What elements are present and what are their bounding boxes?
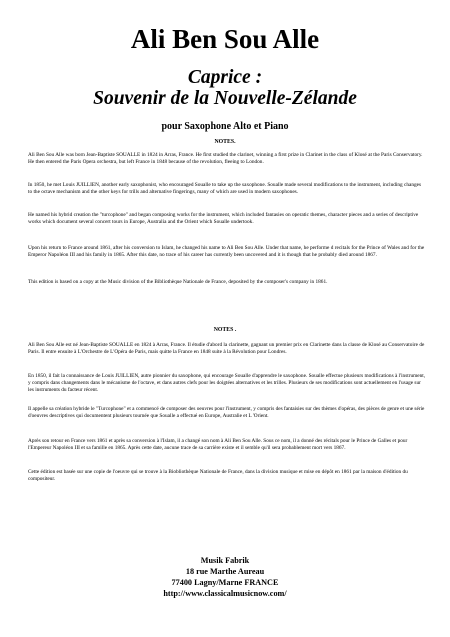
notes-heading-en: NOTES. [214,139,236,145]
notes-heading-fr: NOTES . [213,327,237,333]
notes-fr-paragraph-1: Ali Ben Sou Alle est né Jean-Baptiste SOUALLE en 1824 à Arras, France. Il étudie d'abord la clarinette, gagnant un premier prix en Clarinette dans la classe de Klosé au Conservatoire de Paris. Il entre ensuite à L'Orchestre de L'Opéra de Paris, mais quitte la France en 1848 suite à la Révolution pour Londres. [28,342,425,355]
notes-en-paragraph-1: Ali Ben Sou Alle was born Jean-Baptiste SOUALLE in 1824 in Arras, France. He first studied the clarinet, winning a first prize in Clarinet in the class of Klosé at the Paris Conservatory. He then entered the Paris Opera orchestra, but left France in 1848 because of the revolution, fleeing to London. [28,152,423,165]
notes-fr-paragraph-3: Il appelle sa création hybride le "Turcophone" et a commencé de composer des oeuvres pour l'instrument, y compris des fantaisies sur des thèmes d'opéras, des pièces de genre et une série d'oeuvres descriptives qui documentent plusieurs tournée que Soualle a effectué en Europe, Australie et L 'Orient. [28,406,425,419]
title-line-1: Caprice : [187,67,263,88]
publisher-street: 18 rue Marthe Aureau [185,567,265,576]
notes-en-paragraph-5: This edition is based on a copy at the Music division of the Bibliothèque Nationale de France, deposited by the composer's company in 1861. [28,279,328,285]
notes-en-paragraph-4: Upon his return to France around 1861, after his conversion to Islam, he changed his name to Ali Ben Sou Alle. Under that name, he performe d recitals for the Prince of Wales and for the Emperor Napoléon III and his family in 1865. After this date, no trace of his career has currently been uncovered and it is though that he probably died around 1867. [28,245,425,258]
publisher-name: Musik Fabrik [200,556,250,565]
notes-fr-paragraph-5: Cette édition est basée sur une copie de l'oeuvre qui se trouve à la Biobliothèque Nationale de France, dans la division musique et mise en dépôt en 1861 par la maison d'édition du compositeur. [28,469,408,482]
publisher-website[interactable]: http://www.classicalmusicnow.com/ [163,589,287,598]
composer-name: Ali Ben Sou Alle [130,24,320,54]
instrumentation: pour Saxophone Alto et Piano [161,121,289,132]
notes-en-paragraph-2: In 1850, he met Louis JUILLIEN, another early saxophonist, who encouraged Soualle to take up the saxophone. Soualle made several modifications to the instrument, including changes to the octave mechanism and the other keys for trills and alternative fingerings, many of which are used in modern saxophones. [28,182,422,195]
notes-fr-paragraph-2: En 1850, il fait la connaissance de Louis JUILLIEN, autre pionnier du saxophone, qui encourage Soualle d'apprendre le saxophone. Soualle effectue plusieurs modifications à l'instrument, y compris dans changements dans le mécanisme de l'octave, et dans autres clefs pour les doigtées alternatives et les trilles. Plusieurs de ses modifications sont actuellement en l'usage sur les instruments du facteur récent. [28,373,426,393]
notes-en-paragraph-3: He named his hybrid creation the "turcophone" and began composing works for the instrument, which included fantasies on operatic themes, character pieces and a series of descriptive works which document several concert tours in Europe, Australia and the Orient which Soualle undertook. [28,212,419,225]
notes-fr-paragraph-4: Après son retour en France vers 1861 et après sa conversion à l'Islam, il a changé son nom à Ali Ben Sou Alle. Sous ce nom, il a donné des récitals pour le Prince de Galles et pour l'Empereur Napoléon III et sa famille en 1865. Après cette date, aucune trace de sa carrière existe et il semble qu'il sera probablement mort vers 1867. [28,438,408,451]
title-line-2: Souvenir de la Nouvelle-Zélande [93,88,357,109]
publisher-city: 77400 Lagny/Marne FRANCE [171,578,279,587]
